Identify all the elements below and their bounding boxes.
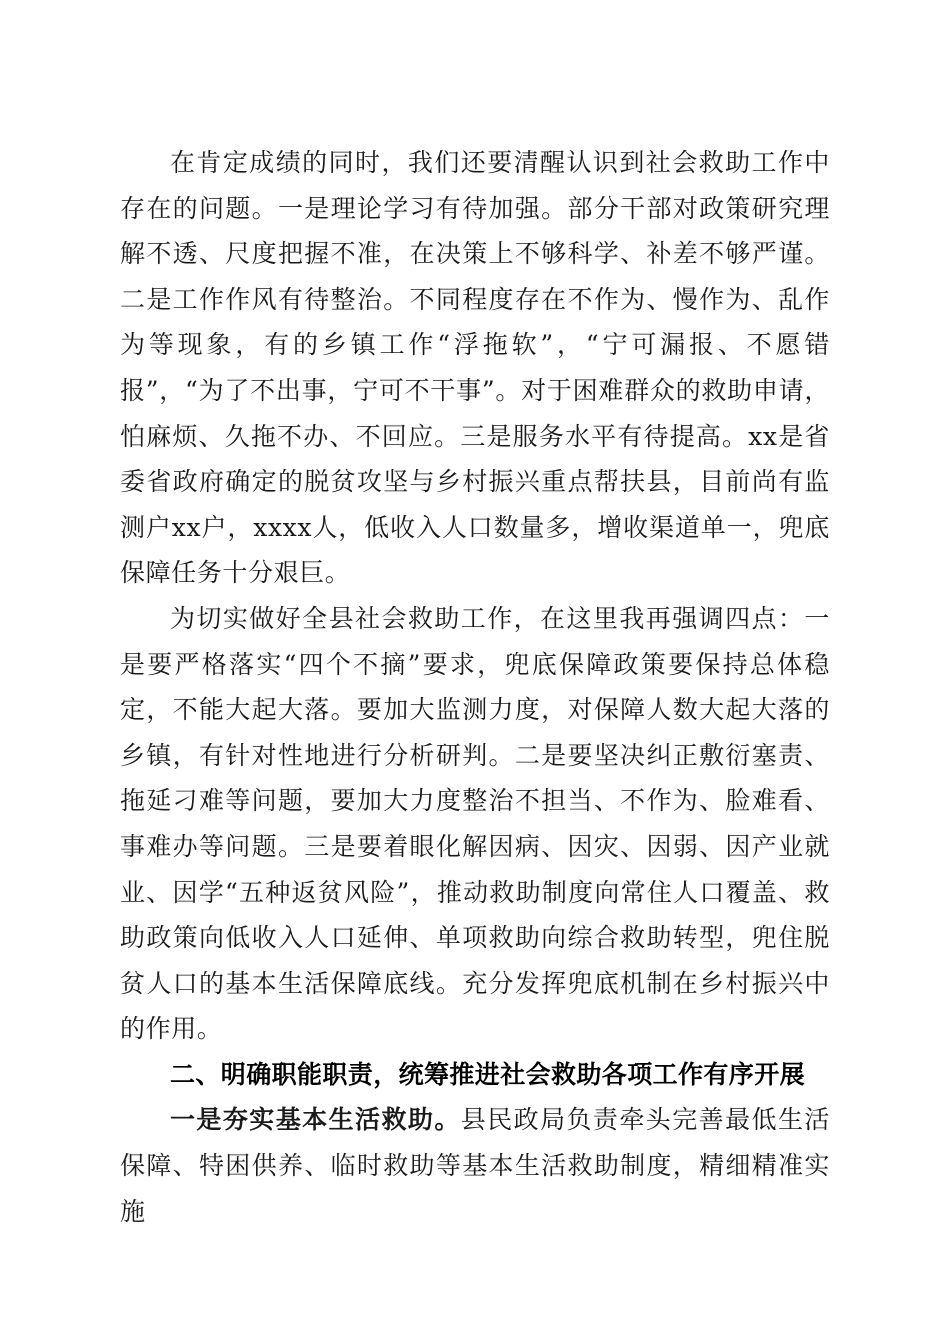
paragraph-body-text: 县民政局负责牵头完善最低生活保障、特困供养、临时救助等基本生活救助制度，精细精准实施 xyxy=(120,1105,830,1226)
document-body xyxy=(120,140,830,1234)
paragraph-problems: 在肯定成绩的同时，我们还要清醒认识到社会救助工作中存在的问题。一是理论学习有待加强。部分干部对政策研究理解不透、尺度把握不准，在决策上不够科学、补差不够严谨。二是工作作风有待整治。不同程度存在不作为、慢作为、乱作为等现象，有的乡镇工作“浮拖软”，“宁可漏报、不愿错报”，“为了不出事，宁可不干事”。对于困难群众的救助申请，怕麻烦、久拖不办、不回应。三是服务水平有待提高。xx是省委省政府确定的脱贫攻坚与乡村振兴重点帮扶县，目前尚有监测户xx户，xxxx人，低收入人口数量多，增收渠道单一，兜底保障任务十分艰巨。 xyxy=(120,148,830,588)
paragraph-four-points: 为切实做好全县社会救助工作，在这里我再强调四点：一是要严格落实“四个不摘”要求，兜底保障政策要保持总体稳定，不能大起大落。要加大监测力度，对保障人数大起大落的乡镇，有针对性地进行分析研判。二是要坚决纠正敷衍塞责、拖延刁难等问题，要加大力度整治不担当、不作为、脸难看、事难办等问题。三是要着眼化解因病、因灾、因弱、因产业就业、因学“五种返贫风险”，推动救助制度向常住人口覆盖、救助政策向低收入人口延伸、单项救助向综合救助转型，兜住脱贫人口的基本生活保障底线。充分发挥兜底机制在乡村振兴中的作用。 xyxy=(120,603,830,1044)
paragraph-basic-relief xyxy=(120,1097,830,1234)
paragraph-lead-phrase: 一是夯实基本生活救助。 xyxy=(170,1105,461,1135)
section-heading: 二、明确职能职责，统筹推进社会救助各项工作有序开展 xyxy=(170,1059,806,1089)
